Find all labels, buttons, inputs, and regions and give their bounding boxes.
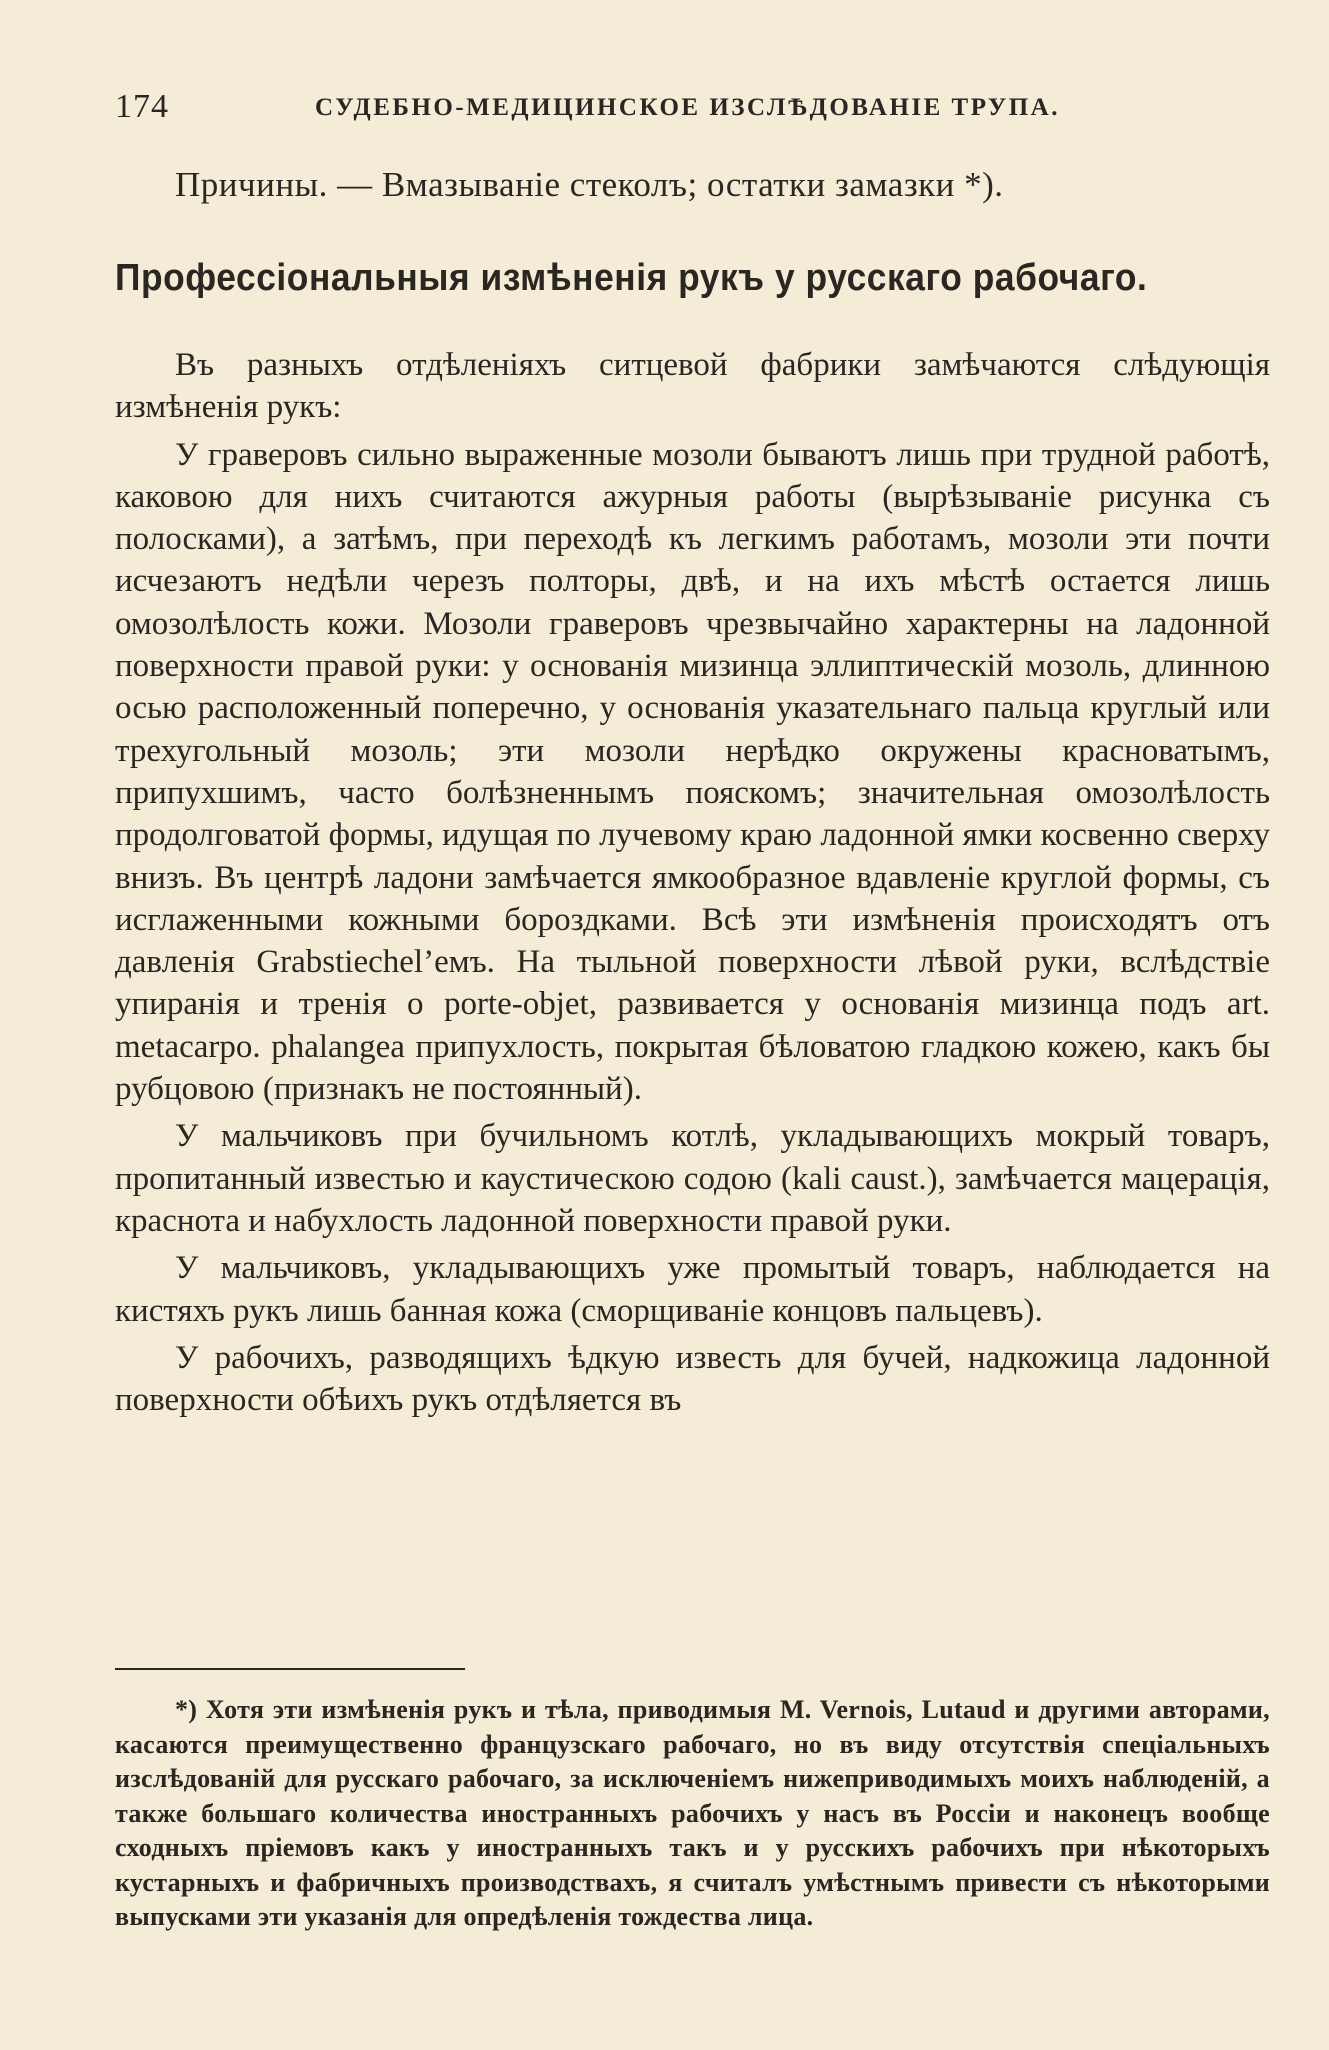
paragraph: Въ разныхъ отдѣленіяхъ ситцевой фабрики замѣчаются слѣдующія измѣненія рукъ: — [115, 347, 1270, 426]
running-head — [115, 88, 1270, 132]
body-text — [115, 344, 1270, 1421]
section-heading: Профессіональныя измѣненія рукъ у русскаго рабочаго. — [115, 257, 1148, 299]
page-number: 174 — [115, 88, 169, 125]
footnote-text: *) Хотя эти измѣненія рукъ и тѣла, приводимыя M. Vernois, Lutaud и другими авторами, касаются преимущественно французскаго рабочаго, но въ виду отсутствія спеціальныхъ изслѣдованій для русскаго рабочаго, за исключеніемъ нижеприводимыхъ моихъ наблюденій, а также большаго количества иностранныхъ рабочихъ у насъ въ Россіи и наконецъ вообще сходныхъ пріемовъ какъ у иностранныхъ такъ и у русскихъ рабочихъ при нѣкоторыхъ кустарныхъ и фабричныхъ производствахъ, я считалъ умѣстнымъ привести съ нѣкоторыми выпусками эти указанія для опредѣленія тождества лица. — [115, 1695, 1270, 1931]
paragraph: У мальчиковъ при бучильномъ котлѣ, укладывающихъ мокрый товаръ, пропитанный известью и каустическою содою (kali caust.), замѣчается мацерація, краснота и набухлость ладонной поверхности правой руки. — [115, 1118, 1270, 1239]
causes-line: Причины. — Вмазываніе стеколъ; остатки замазки *). — [175, 165, 1004, 204]
paragraph: У рабочихъ, разводящихъ ѣдкую известь для бучей, надкожица ладонной поверхности обѣихъ рукъ отдѣляется въ — [115, 1339, 1270, 1419]
footnote-divider — [115, 1668, 465, 1670]
paragraph: У граверовъ сильно выраженные мозоли бываютъ лишь при трудной работѣ, каковою для нихъ считаются ажурныя работы (вырѣзываніе рисунка съ полосками), а затѣмъ, при переходѣ къ легкимъ работамъ, мозоли эти почти исчезаютъ недѣли черезъ полторы, двѣ, и на ихъ мѣстѣ остается лишь омозолѣлость кожи. Мозоли граверовъ чрезвычайно характерны на ладонной поверхности правой руки: у основанія мизинца эллиптическій мозоль, длинною осью расположенный поперечно, у основанія указательнаго пальца круглый или трехугольный мозоль; эти мозоли нерѣдко окружены красноватымъ, припухшимъ, часто болѣзненнымъ пояскомъ; значительная омозолѣлость продолговатой формы, идущая по лучевому краю ладонной ямки косвенно сверху внизъ. Въ центрѣ ладони замѣчается ямкообразное вдавленіе круглой формы, съ исглаженными кожными бороздками. Всѣ эти измѣненія происходятъ отъ давленія Grabstiechel’емъ. На тыльной поверхности лѣвой руки, вслѣдствіе упиранія и тренія о porte-objet, развивается у основанія мизинца подъ art. metacarpo. phalangea припухлость, покрытая бѣловатою гладкою кожею, какъ бы рубцовою (признакъ не постоянный). — [115, 436, 1270, 1108]
running-title: СУДЕБНО-МЕДИЦИНСКОЕ ИЗСЛѢДОВАНІЕ ТРУПА. — [315, 94, 1060, 121]
footnote — [115, 1693, 1270, 1935]
paragraph: У мальчиковъ, укладывающихъ уже промытый товаръ, наблюдается на кистяхъ рукъ лишь банная кожа (сморщиваніе концовъ пальцевъ). — [115, 1250, 1270, 1329]
